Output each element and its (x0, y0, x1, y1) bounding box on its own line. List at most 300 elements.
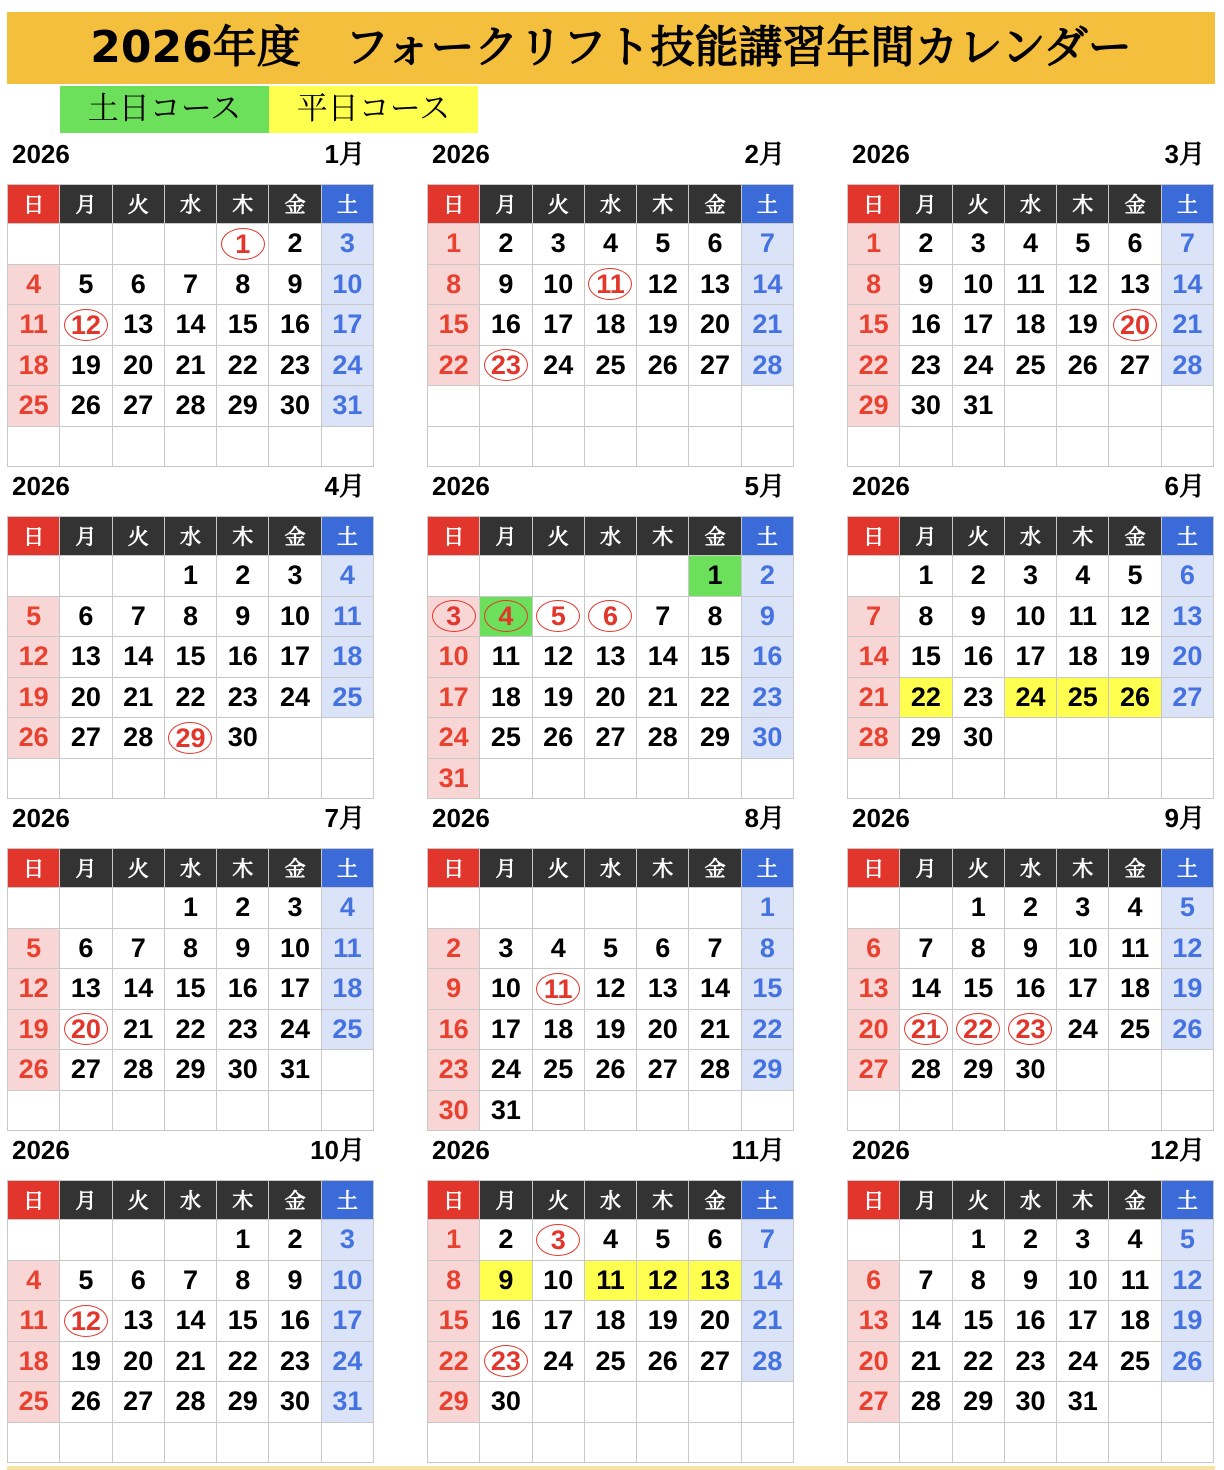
day-cell (480, 1261, 532, 1302)
day-number: 16 (227, 973, 258, 1004)
day-number: 16 (438, 1013, 469, 1044)
day-cell (113, 346, 165, 387)
day-cell (113, 1261, 165, 1302)
day-cell (1162, 224, 1214, 265)
day-cell (60, 1382, 112, 1423)
day-number: 2 (498, 228, 514, 259)
day-number: 18 (1067, 641, 1098, 672)
day-cell (165, 637, 217, 678)
day-cell (1057, 969, 1109, 1010)
empty-day-cell (533, 1091, 585, 1132)
day-cell (1005, 1050, 1057, 1091)
day-cell (742, 1261, 794, 1302)
month-year: 2026 (852, 1135, 910, 1165)
day-cell (60, 1342, 112, 1383)
day-cell (269, 888, 321, 929)
day-number: 19 (18, 681, 49, 712)
month-name: 8月 (744, 803, 785, 833)
empty-day-cell (269, 718, 321, 759)
circled-day-number: 6 (588, 600, 632, 632)
day-cell (848, 637, 900, 678)
day-number: 29 (700, 722, 731, 753)
weekday-header-sun: 日 (428, 185, 480, 224)
month-name: 5月 (744, 471, 785, 501)
day-number: 15 (438, 1305, 469, 1336)
day-cell (637, 1220, 689, 1261)
day-number: 21 (123, 1013, 154, 1044)
day-number: 6 (707, 228, 723, 259)
day-number: 29 (910, 722, 941, 753)
day-number: 19 (70, 1345, 101, 1376)
empty-day-cell (585, 759, 637, 800)
day-cell (217, 1050, 269, 1091)
day-number: 6 (866, 932, 882, 963)
day-cell (953, 929, 1005, 970)
day-number: 5 (1127, 560, 1143, 591)
day-number: 2 (235, 560, 251, 591)
day-cell (217, 637, 269, 678)
day-cell (585, 224, 637, 265)
weekday-header-mon: 月 (480, 517, 532, 556)
day-cell (217, 718, 269, 759)
day-number: 5 (78, 1264, 94, 1295)
empty-day-cell (1005, 386, 1057, 427)
day-cell (1005, 969, 1057, 1010)
month-name: 7月 (324, 803, 365, 833)
day-cell (8, 637, 60, 678)
day-cell (113, 1382, 165, 1423)
day-number: 21 (858, 681, 889, 712)
day-number: 6 (1179, 560, 1195, 591)
day-cell (585, 1261, 637, 1302)
day-cell (322, 929, 374, 970)
day-number: 9 (287, 1264, 303, 1295)
day-number: 4 (339, 892, 355, 923)
day-cell (322, 1261, 374, 1302)
day-number: 13 (858, 973, 889, 1004)
day-number: 2 (235, 892, 251, 923)
day-cell (428, 265, 480, 306)
day-number: 27 (595, 722, 626, 753)
empty-day-cell (689, 888, 741, 929)
day-number: 3 (287, 892, 303, 923)
day-cell (480, 1010, 532, 1051)
day-cell (1005, 346, 1057, 387)
day-number: 12 (18, 641, 49, 672)
day-cell (8, 1050, 60, 1091)
day-cell (60, 1010, 112, 1051)
day-cell (480, 637, 532, 678)
weekday-header-mon: 月 (480, 849, 532, 888)
day-number: 15 (752, 973, 783, 1004)
empty-day-cell (113, 427, 165, 468)
day-cell (1005, 1382, 1057, 1423)
day-number: 4 (1022, 228, 1038, 259)
day-number: 29 (858, 390, 889, 421)
month-name: 11月 (731, 1135, 785, 1165)
empty-day-cell (953, 759, 1005, 800)
day-cell (1162, 637, 1214, 678)
day-number: 10 (280, 932, 311, 963)
day-cell (689, 1010, 741, 1051)
empty-day-cell (322, 1423, 374, 1464)
day-cell (1005, 1301, 1057, 1342)
day-cell (217, 969, 269, 1010)
day-cell (848, 1261, 900, 1302)
empty-day-cell (585, 1423, 637, 1464)
day-number: 4 (1127, 892, 1143, 923)
weekday-header-tue: 火 (953, 185, 1005, 224)
month-header (7, 135, 374, 184)
day-number: 17 (280, 973, 311, 1004)
month-header (427, 1131, 794, 1180)
day-number: 3 (1075, 1224, 1091, 1255)
day-cell (953, 637, 1005, 678)
day-cell (8, 1342, 60, 1383)
day-number: 23 (1015, 1345, 1046, 1376)
day-number: 1 (707, 560, 723, 591)
month-year: 2026 (12, 139, 70, 169)
day-cell (60, 678, 112, 719)
weekday-header-tue: 火 (953, 1181, 1005, 1220)
day-number: 14 (647, 641, 678, 672)
day-number: 13 (70, 641, 101, 672)
day-cell (322, 305, 374, 346)
weekday-header-mon: 月 (900, 185, 952, 224)
day-cell (689, 678, 741, 719)
day-number: 18 (332, 641, 363, 672)
day-number: 12 (1120, 600, 1151, 631)
weekday-header-wed: 水 (585, 849, 637, 888)
month-grid (847, 516, 1214, 799)
empty-day-cell (1057, 427, 1109, 468)
day-number: 16 (227, 641, 258, 672)
empty-day-cell (900, 759, 952, 800)
day-cell (848, 678, 900, 719)
day-cell (428, 1091, 480, 1132)
day-number: 30 (280, 1386, 311, 1417)
month-year: 2026 (432, 803, 490, 833)
day-cell (900, 597, 952, 638)
day-cell (217, 1301, 269, 1342)
day-cell (742, 224, 794, 265)
day-cell (113, 678, 165, 719)
day-cell (165, 386, 217, 427)
day-number: 2 (918, 228, 934, 259)
weekday-header-sat: 土 (1162, 185, 1214, 224)
day-cell (480, 678, 532, 719)
day-cell (322, 346, 374, 387)
empty-day-cell (953, 1091, 1005, 1132)
empty-day-cell (322, 1050, 374, 1091)
weekday-header-mon: 月 (60, 1181, 112, 1220)
day-cell (1057, 265, 1109, 306)
day-number: 28 (910, 1386, 941, 1417)
day-number: 8 (918, 600, 934, 631)
day-cell (217, 556, 269, 597)
day-number: 12 (543, 641, 574, 672)
day-number: 18 (595, 309, 626, 340)
day-number: 11 (491, 641, 521, 672)
day-cell (533, 929, 585, 970)
day-cell (953, 1342, 1005, 1383)
day-cell (1109, 556, 1161, 597)
weekday-header-tue: 火 (953, 849, 1005, 888)
day-number: 10 (332, 1264, 363, 1295)
day-number: 24 (280, 681, 311, 712)
day-number: 8 (235, 1264, 251, 1295)
month-grid (427, 848, 794, 1131)
empty-day-cell (533, 1382, 585, 1423)
day-number: 17 (1015, 641, 1046, 672)
empty-day-cell (742, 1382, 794, 1423)
weekday-header-wed: 水 (1005, 1181, 1057, 1220)
day-number: 24 (1067, 1345, 1098, 1376)
day-number: 31 (280, 1054, 311, 1085)
day-number: 26 (595, 1054, 626, 1085)
day-cell (269, 556, 321, 597)
day-cell (217, 1382, 269, 1423)
day-number: 4 (339, 560, 355, 591)
day-cell (1162, 1010, 1214, 1051)
day-number: 18 (1120, 1305, 1151, 1336)
empty-day-cell (113, 888, 165, 929)
day-number: 19 (647, 1305, 678, 1336)
day-number: 29 (227, 1386, 258, 1417)
weekday-header-tue: 火 (113, 185, 165, 224)
day-cell (637, 305, 689, 346)
day-cell (1057, 224, 1109, 265)
empty-day-cell (637, 1091, 689, 1132)
month-year: 2026 (432, 1135, 490, 1165)
day-number: 10 (438, 641, 469, 672)
day-number: 2 (498, 1224, 514, 1255)
day-cell (953, 224, 1005, 265)
day-cell (585, 1050, 637, 1091)
day-cell (1109, 678, 1161, 719)
day-cell (165, 1301, 217, 1342)
month-header (7, 467, 374, 516)
day-cell (637, 718, 689, 759)
day-number: 25 (18, 390, 49, 421)
day-cell (428, 224, 480, 265)
day-cell (1162, 888, 1214, 929)
month-calendar-6 (847, 467, 1214, 799)
day-cell (165, 346, 217, 387)
month-grid (7, 516, 374, 799)
month-grid (427, 184, 794, 467)
day-cell (1057, 1382, 1109, 1423)
weekday-header-fri: 金 (689, 849, 741, 888)
day-number: 16 (1015, 1305, 1046, 1336)
weekday-header-tue: 火 (533, 1181, 585, 1220)
empty-day-cell (1109, 1382, 1161, 1423)
weekday-header-wed: 水 (1005, 849, 1057, 888)
day-number: 24 (543, 1345, 574, 1376)
day-number: 19 (1120, 641, 1151, 672)
day-number: 22 (963, 1345, 994, 1376)
day-cell (689, 969, 741, 1010)
day-cell (1057, 678, 1109, 719)
empty-day-cell (165, 224, 217, 265)
day-number: 12 (1172, 1264, 1203, 1295)
empty-day-cell (60, 888, 112, 929)
day-cell (8, 1301, 60, 1342)
day-number: 21 (175, 349, 206, 380)
empty-day-cell (428, 386, 480, 427)
day-cell (322, 678, 374, 719)
day-cell (322, 1382, 374, 1423)
day-cell (900, 1382, 952, 1423)
day-cell (165, 929, 217, 970)
empty-day-cell (637, 1423, 689, 1464)
day-cell (428, 1342, 480, 1383)
day-number: 17 (280, 641, 311, 672)
day-cell (585, 265, 637, 306)
empty-day-cell (1005, 718, 1057, 759)
empty-day-cell (1162, 718, 1214, 759)
empty-day-cell (1162, 1091, 1214, 1132)
day-cell (533, 597, 585, 638)
empty-day-cell (165, 1091, 217, 1132)
day-cell (480, 969, 532, 1010)
empty-day-cell (322, 759, 374, 800)
circled-day-number: 23 (1008, 1013, 1052, 1045)
day-cell (60, 597, 112, 638)
day-cell (1109, 1261, 1161, 1302)
day-cell (848, 346, 900, 387)
day-number: 2 (970, 560, 986, 591)
empty-day-cell (689, 1423, 741, 1464)
day-number: 29 (227, 390, 258, 421)
day-cell (742, 888, 794, 929)
empty-day-cell (269, 427, 321, 468)
day-cell (480, 305, 532, 346)
day-cell (322, 597, 374, 638)
weekday-header-wed: 水 (165, 849, 217, 888)
empty-day-cell (60, 1220, 112, 1261)
empty-day-cell (480, 386, 532, 427)
day-number: 26 (70, 390, 101, 421)
day-cell (217, 1342, 269, 1383)
weekday-header-sat: 土 (322, 517, 374, 556)
weekday-header-thu: 木 (1057, 517, 1109, 556)
day-number: 13 (123, 309, 154, 340)
day-cell (1005, 637, 1057, 678)
day-cell (1005, 597, 1057, 638)
day-number: 23 (227, 681, 258, 712)
day-cell (269, 1220, 321, 1261)
empty-day-cell (8, 759, 60, 800)
weekday-header-sat: 土 (742, 1181, 794, 1220)
weekday-header-tue: 火 (533, 185, 585, 224)
day-number: 7 (918, 1264, 934, 1295)
day-cell (689, 637, 741, 678)
day-number: 10 (963, 268, 994, 299)
empty-day-cell (217, 1423, 269, 1464)
day-number: 20 (123, 1345, 154, 1376)
month-calendar-8 (427, 799, 794, 1131)
day-cell (1005, 556, 1057, 597)
day-cell (900, 718, 952, 759)
day-cell (689, 597, 741, 638)
day-cell (742, 718, 794, 759)
day-cell (585, 678, 637, 719)
day-cell (8, 1382, 60, 1423)
empty-day-cell (60, 1091, 112, 1132)
empty-day-cell (1057, 1050, 1109, 1091)
day-cell (8, 597, 60, 638)
day-cell (428, 346, 480, 387)
empty-day-cell (165, 1423, 217, 1464)
day-cell (637, 224, 689, 265)
day-cell (113, 386, 165, 427)
day-cell (585, 929, 637, 970)
empty-day-cell (428, 427, 480, 468)
day-number: 12 (595, 973, 626, 1004)
day-cell (322, 224, 374, 265)
day-number: 20 (595, 681, 626, 712)
empty-day-cell (60, 224, 112, 265)
weekday-header-sat: 土 (742, 849, 794, 888)
month-grid (7, 1180, 374, 1463)
day-number: 27 (858, 1386, 889, 1417)
weekday-header-thu: 木 (217, 849, 269, 888)
empty-day-cell (8, 1220, 60, 1261)
day-cell (900, 305, 952, 346)
day-number: 8 (182, 932, 198, 963)
empty-day-cell (1109, 427, 1161, 468)
day-cell (165, 969, 217, 1010)
day-number: 6 (655, 932, 671, 963)
weekday-header-sat: 土 (742, 517, 794, 556)
weekday-header-sun: 日 (428, 849, 480, 888)
day-cell (1057, 1342, 1109, 1383)
day-number: 9 (1022, 1264, 1038, 1295)
empty-day-cell (113, 1423, 165, 1464)
day-number: 28 (858, 722, 889, 753)
month-calendar-2 (427, 135, 794, 467)
day-number: 18 (490, 681, 521, 712)
weekday-header-sat: 土 (1162, 849, 1214, 888)
day-cell (113, 265, 165, 306)
day-number: 14 (1172, 268, 1203, 299)
empty-day-cell (533, 556, 585, 597)
day-cell (1162, 969, 1214, 1010)
day-number: 16 (752, 641, 783, 672)
day-cell (113, 305, 165, 346)
circled-day-number: 29 (168, 722, 212, 754)
day-cell (428, 718, 480, 759)
day-cell (269, 1342, 321, 1383)
empty-day-cell (113, 1220, 165, 1261)
day-number: 13 (858, 1305, 889, 1336)
day-number: 1 (759, 892, 775, 923)
weekday-header-wed: 水 (1005, 185, 1057, 224)
weekday-header-fri: 金 (689, 517, 741, 556)
day-number: 3 (339, 1224, 355, 1255)
day-cell (533, 346, 585, 387)
day-number: 6 (130, 268, 146, 299)
month-name: 6月 (1164, 471, 1205, 501)
day-number: 12 (1067, 268, 1098, 299)
empty-day-cell (900, 1423, 952, 1464)
day-cell (533, 969, 585, 1010)
day-cell (637, 265, 689, 306)
day-cell (742, 1050, 794, 1091)
day-cell (1162, 265, 1214, 306)
day-number: 11 (1016, 268, 1045, 299)
